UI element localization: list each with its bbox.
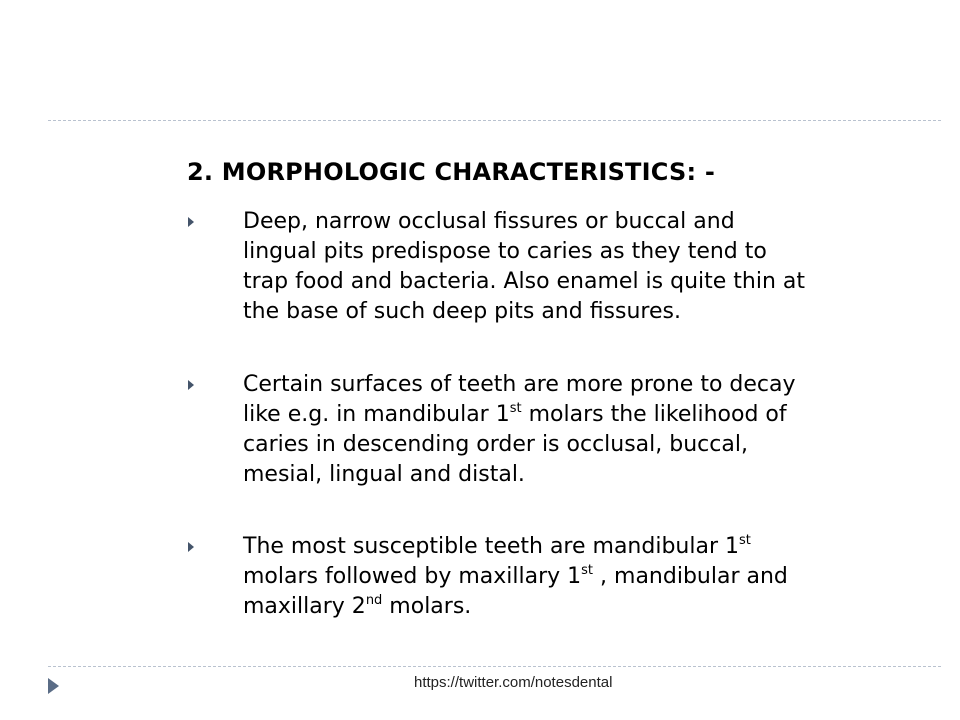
bullet-text-2: Certain surfaces of teeth are more prone to decay like e.g. in mandibular 1st molars the likelihood of caries in descending order is occlusal, buccal, mesial, lingual and distal. — [243, 372, 796, 487]
bullet-text-3: The most susceptible teeth are mandibular 1st molars followed by maxillary 1st , mandibular and maxillary 2nd molars. — [243, 533, 788, 619]
bullet-arrow-icon — [188, 380, 194, 390]
corner-triangle-icon — [48, 678, 59, 694]
bullet-arrow-icon — [188, 217, 194, 227]
bottom-divider — [48, 666, 941, 667]
slide-heading: 2. MORPHOLOGIC CHARACTERISTICS: - — [187, 158, 716, 186]
footer-url: https://twitter.com/notesdental — [414, 674, 613, 691]
top-divider — [48, 120, 941, 121]
bullet-arrow-icon — [188, 542, 194, 552]
bullet-text-1: Deep, narrow occlusal fissures or buccal and lingual pits predispose to caries as they tend to trap food and bacteria. Also enamel is quite thin at the base of such deep pits and fissures. — [243, 209, 806, 324]
